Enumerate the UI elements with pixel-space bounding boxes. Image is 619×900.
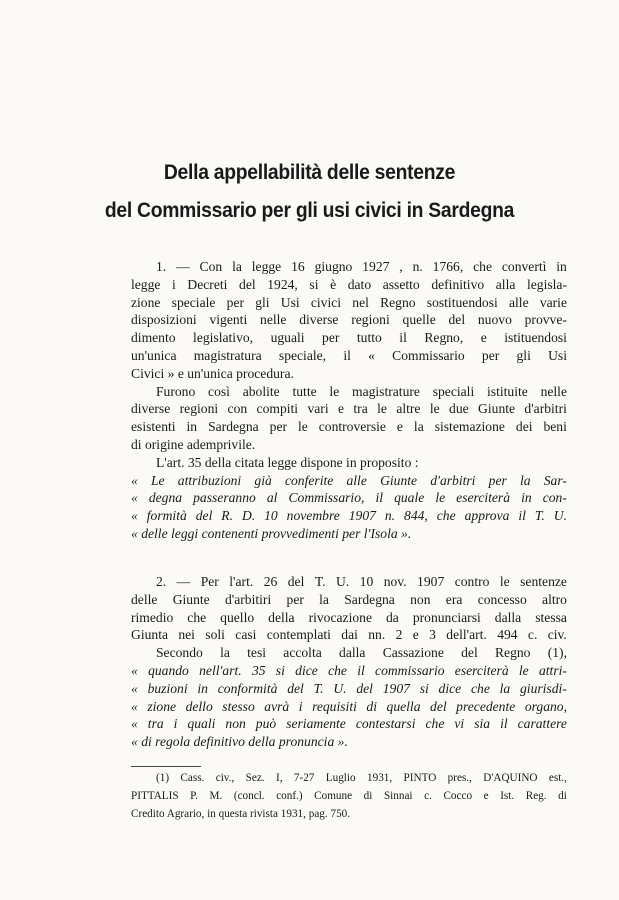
section-1-paragraph-3: L'art. 35 della citata legge dispone in proposito : <box>156 454 419 470</box>
quote-line: « quando nell'art. 35 si dice che il commissario eserciterà le attri- <box>131 662 567 678</box>
text-line: di origine ademprivile. <box>131 436 256 452</box>
quote-line: « tra i quali non può seriamente contestarsi che vi sia il carattere <box>131 716 567 732</box>
article-title-line-2: del Commissario per gli usi civici in Sardegna <box>104 199 515 222</box>
text-line: zione speciale per gli Usi civici nel Regno sostituendosi alle varie <box>131 294 567 310</box>
text-line: diverse regioni con compiti vari e tra le altre le due Giunte d'arbitri <box>131 401 567 417</box>
article-title-line-1: Della appellabilità delle sentenze <box>163 161 456 184</box>
section-2-paragraph-2: Secondo la tesi accolta dalla Cassazione del Regno (1), <box>156 645 567 661</box>
text-line: un'unica magistratura speciale, il « Commissario per gli Usi <box>131 347 567 363</box>
quote-line: « zione dello stesso avrà i requisiti di quella del precedente organo, <box>131 698 567 714</box>
text-line: 1. — Con la legge 16 giugno 1927 , n. 1766, che convertì in <box>156 259 567 274</box>
footnote-line: (1) Cass. civ., Sez. I, 7-27 Luglio 1931, PINTO pres., D'AQUINO est., <box>156 772 567 784</box>
quote-line: « buzioni in conformità del T. U. del 1907 si dice che la giurisdi- <box>131 680 567 696</box>
text-line: 2. — Per l'art. 26 del T. U. 10 nov. 1907 contro le sentenze <box>156 574 567 589</box>
quote-line: « Le attribuzioni già conferite alle Giunte d'arbitri per la Sar- <box>131 472 567 488</box>
text-line: legge i Decreti del 1924, si è dato assetto definitivo alla legisla- <box>131 276 567 292</box>
section-1-paragraph-1 <box>131 258 567 383</box>
footnote <box>131 771 567 824</box>
section-2-quote <box>131 662 567 751</box>
quote-line: « di regola definitivo della pronuncia ». <box>131 734 348 750</box>
footnote-line: Credito Agrario, in questa rivista 1931, pag. 750. <box>131 807 351 820</box>
quote-line: « degna passeranno al Commissario, il quale le eserciterà in con- <box>131 490 567 506</box>
section-2-paragraph-1 <box>131 573 567 644</box>
section-1-paragraph-2 <box>131 383 567 454</box>
text-line: rimedio che quello della rivocazione da pronunciarsi dalla stessa <box>131 609 567 625</box>
text-line: dimento legislativo, uguali per tutto il Regno, e istituendosi <box>131 330 567 346</box>
text-line: Furono così abolite tutte le magistrature speciali istituite nelle <box>156 383 567 399</box>
section-1-quote <box>131 472 567 543</box>
text-line: Giunta nei soli casi contemplati dai nn. 2 e 3 dell'art. 494 c. civ. <box>131 627 567 643</box>
section-2 <box>131 573 567 751</box>
quote-line: « delle leggi contenenti provvedimenti per l'Isola ». <box>131 525 412 541</box>
text-line: Civici » e un'unica procedura. <box>131 365 294 381</box>
section-1 <box>131 258 567 543</box>
text-line: esistenti in Sardegna per le controversie e la sistemazione dei beni <box>131 419 567 435</box>
text-line: delle Giunte d'arbitiri per la Sardegna non era concesso altro <box>131 591 567 607</box>
quote-line: « formità del R. D. 10 novembre 1907 n. 844, che approva il T. U. <box>131 508 567 524</box>
footnote-separator <box>131 766 201 767</box>
text-line: disposizioni vigenti nelle diverse regioni quelle del nuovo provve- <box>131 312 567 328</box>
footnote-line: PITTALIS P. M. (concl. conf.) Comune di Sinnai c. Cocco e Ist. Reg. di <box>131 789 567 802</box>
